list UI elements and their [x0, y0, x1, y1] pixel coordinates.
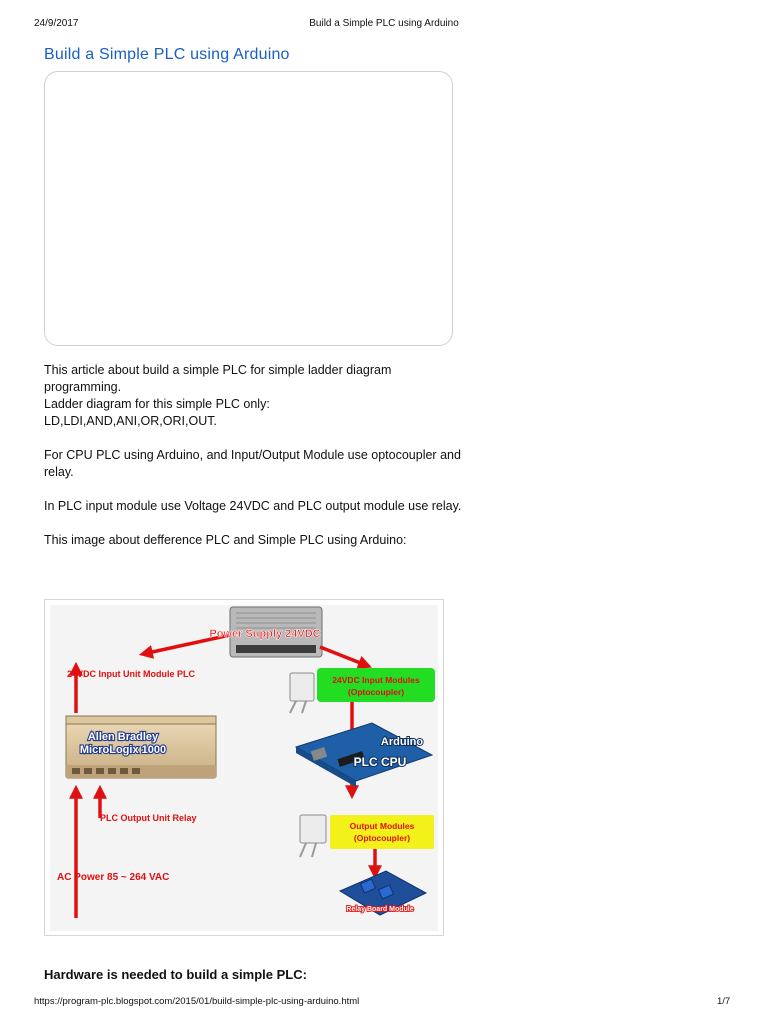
label-arduino: Arduino: [380, 736, 424, 748]
print-date: 24/9/2017: [34, 18, 79, 29]
label-plc-brand: Allen Bradley: [87, 731, 159, 743]
label-relay-board: Relay Board Module: [346, 906, 414, 913]
embedded-video-frame[interactable]: [44, 71, 453, 346]
print-page-title: Build a Simple PLC using Arduino: [309, 18, 459, 29]
article-body: [44, 362, 464, 549]
label-ac-power: AC Power 85 ~ 264 VAC: [57, 872, 170, 883]
hardware-heading: Hardware is needed to build a simple PLC:: [44, 967, 307, 982]
label-plc-model: MicroLogix 1000: [79, 744, 167, 756]
plc-comparison-figure[interactable]: [44, 599, 444, 936]
allen-bradley-plc-icon: [66, 716, 216, 778]
plc-diagram: [50, 605, 438, 931]
paragraph-image-intro: This image about defference PLC and Simple PLC using Arduino:: [44, 533, 407, 547]
post-title[interactable]: Build a Simple PLC using Arduino: [44, 46, 290, 63]
label-input-modules-sub: (Optocoupler): [347, 687, 405, 697]
paragraph-intro: This article about build a simple PLC for simple ladder diagram programming.: [44, 363, 392, 394]
paragraph-instructions: LD,LDI,AND,ANI,OR,ORI,OUT.: [44, 414, 217, 428]
label-plc-cpu: PLC CPU: [353, 755, 407, 769]
paragraph-cpu: For CPU PLC using Arduino, and Input/Output Module use optocoupler and relay.: [44, 448, 461, 479]
label-output-modules: Output Modules: [349, 821, 415, 831]
label-input-unit: 24VDC Input Unit Module PLC: [67, 669, 195, 679]
footer-page-number: 1/7: [717, 996, 731, 1007]
footer-url[interactable]: https://program-plc.blogspot.com/2015/01/build-simple-plc-using-arduino.html: [34, 996, 360, 1007]
paragraph-ladder: Ladder diagram for this simple PLC only:: [44, 397, 270, 411]
label-output-unit: PLC Output Unit Relay: [100, 813, 197, 823]
label-input-modules: 24VDC Input Modules: [332, 675, 420, 685]
label-power-supply: Power Supply 24VDC: [209, 628, 321, 640]
label-output-modules-sub: (Optocoupler): [353, 833, 411, 843]
paragraph-voltage: In PLC input module use Voltage 24VDC and PLC output module use relay.: [44, 499, 462, 513]
